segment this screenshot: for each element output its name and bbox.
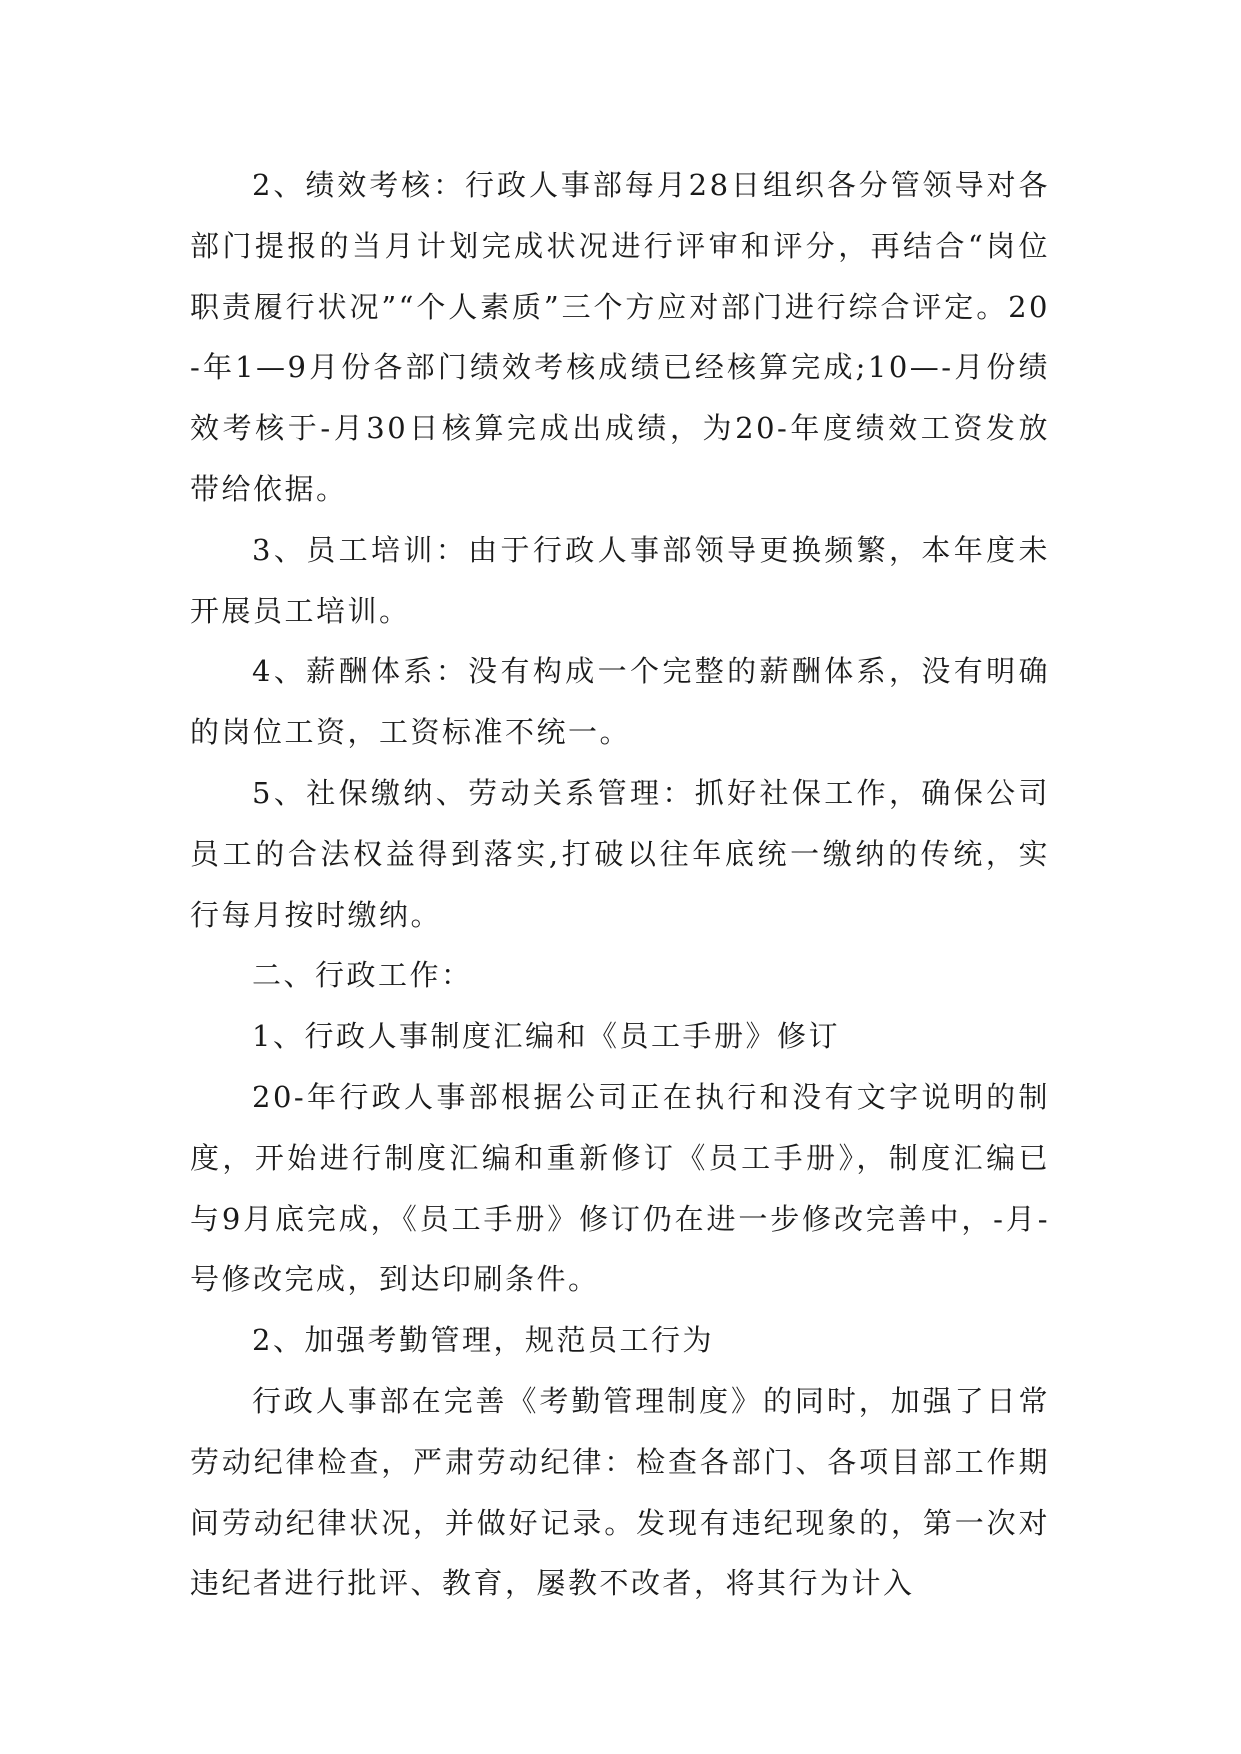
subheading-attendance: 2、加强考勤管理，规范员工行为 [252,1323,714,1358]
paragraph-attendance: 行政人事部在完善《考勤管理制度》的同时，加强了日常劳动纪律检查，严肃劳动纪律：检查各部门、各项目部工作期间劳动纪律状况，并做好记录。发现有违纪现象的，第一次对违纪者进行批评、教育，屡教不改者，将其行为计入 [190,1383,1050,1601]
document-body [190,155,1050,1614]
paragraph-performance-review: 2、绩效考核：行政人事部每月28日组织各分管领导对各部门提报的当月计划完成状况进行评审和评分，再结合“岗位职责履行状况”“个人素质”三个方应对部门进行综合评定。20-年1—9月份各部门绩效考核成绩已经核算完成;10—-月份绩效考核于-月30日核算完成出成绩，为20-年度绩效工资发放带给依据。 [190,168,1050,506]
paragraph-handbook-revision: 20-年行政人事部根据公司正在执行和没有文字说明的制度，开始进行制度汇编和重新修订《员工手册》，制度汇编已与9月底完成，《员工手册》修订仍在进一步修改完善中，-月-号修改完成，到达印刷条件。 [190,1079,1050,1297]
paragraph-staff-training: 3、员工培训：由于行政人事部领导更换频繁，本年度未开展员工培训。 [190,532,1050,628]
paragraph-social-security: 5、社保缴纳、劳动关系管理：抓好社保工作，确保公司员工的合法权益得到落实,打破以往年底统一缴纳的传统，实行每月按时缴纳。 [190,775,1050,932]
section-heading-admin-work: 二、行政工作： [252,958,473,993]
paragraph-salary-system: 4、薪酬体系：没有构成一个完整的薪酬体系，没有明确的岗位工资，工资标准不统一。 [190,654,1050,750]
subheading-handbook-revision: 1、行政人事制度汇编和《员工手册》修订 [252,1019,840,1054]
